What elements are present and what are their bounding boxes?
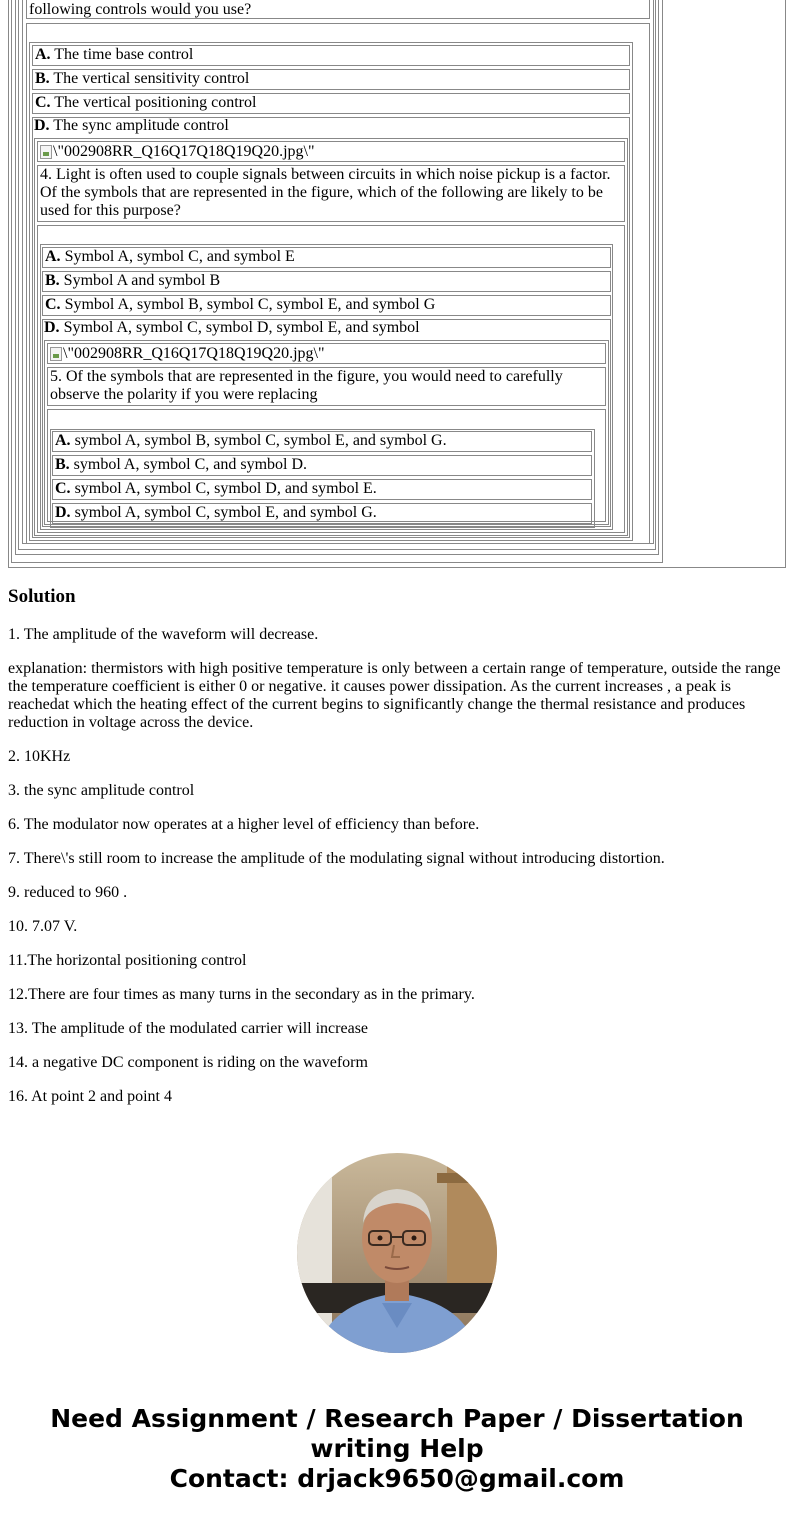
- figure-image-placeholder-2: \"002908RR_Q16Q17Q18Q19Q20.jpg\": [47, 343, 606, 364]
- q3-option-c: C. The vertical positioning control: [32, 93, 630, 114]
- q4-option-a: A. Symbol A, symbol C, and symbol E: [42, 247, 611, 268]
- q5-option-d: D. symbol A, symbol C, symbol E, and symbol G.: [52, 503, 592, 524]
- q5-option-b: B. symbol A, symbol C, and symbol D.: [52, 455, 592, 476]
- q3-option-b: B. The vertical sensitivity control: [32, 69, 630, 90]
- solution-line: 6. The modulator now operates at a higher level of efficiency than before.: [8, 816, 480, 833]
- solution-line: 10. 7.07 V.: [8, 918, 78, 935]
- broken-image-icon: [50, 347, 62, 361]
- solution-line: 14. a negative DC component is riding on the waveform: [8, 1054, 368, 1071]
- promo-line-2: writing Help: [310, 1434, 484, 1463]
- solution-section: [8, 585, 788, 1106]
- broken-image-icon: [40, 145, 52, 159]
- promo-banner: [0, 1404, 794, 1494]
- q4-option-d: D. Symbol A, symbol C, symbol D, symbol E, and symbol: [44, 319, 420, 336]
- solution-heading: Solution: [8, 586, 76, 607]
- promo-line-1: Need Assignment / Research Paper / Dissertation: [50, 1404, 744, 1433]
- solution-explanation: explanation: thermistors with high positive temperature is only between a certain range of temperature, outside the range the temperature coefficient is either 0 or negative. it causes power dissipation. As the current increases , a peak is reachedat which the heating effect of the current begins to significantly change the thermal resistance and produces reduction in voltage across the device.: [8, 660, 781, 731]
- author-avatar: [297, 1153, 497, 1353]
- solution-line: 1. The amplitude of the waveform will decrease.: [8, 626, 319, 643]
- solution-line: 7. There\'s still room to increase the amplitude of the modulating signal without introducing distortion.: [8, 850, 665, 867]
- q4-question: 4. Light is often used to couple signals between circuits in which noise pickup is a factor. Of the symbols that are represented in the figure, which of the following are likely to be used for this purpose?: [37, 165, 625, 222]
- q3-option-d: D. The sync amplitude control: [34, 117, 229, 134]
- solution-line: 2. 10KHz: [8, 748, 71, 765]
- solution-line: 16. At point 2 and point 4: [8, 1088, 172, 1105]
- solution-line: 11.The horizontal positioning control: [8, 952, 247, 969]
- solution-line: 13. The amplitude of the modulated carrier will increase: [8, 1020, 369, 1037]
- q5-option-c: C. symbol A, symbol C, symbol D, and symbol E.: [52, 479, 592, 500]
- solution-line: 12.There are four times as many turns in the secondary as in the primary.: [8, 986, 475, 1003]
- promo-contact[interactable]: Contact: drjack9650@gmail.com: [169, 1464, 625, 1493]
- q3-option-a: A. The time base control: [32, 45, 630, 66]
- q5-question: 5. Of the symbols that are represented in the figure, you would need to carefully observe the polarity if you were replacing: [47, 367, 606, 406]
- avatar-photo: [297, 1153, 497, 1353]
- question-area: [0, 0, 794, 570]
- q4-option-b: B. Symbol A and symbol B: [42, 271, 611, 292]
- q4-option-c: C. Symbol A, symbol B, symbol C, symbol E, and symbol G: [42, 295, 611, 316]
- solution-line: 9. reduced to 960 .: [8, 884, 128, 901]
- solution-line: 3. the sync amplitude control: [8, 782, 195, 799]
- q5-option-a: A. symbol A, symbol B, symbol C, symbol E, and symbol G.: [52, 431, 592, 452]
- question-fragment: following controls would you use?: [26, 0, 650, 19]
- figure-image-placeholder: \"002908RR_Q16Q17Q18Q19Q20.jpg\": [37, 141, 625, 162]
